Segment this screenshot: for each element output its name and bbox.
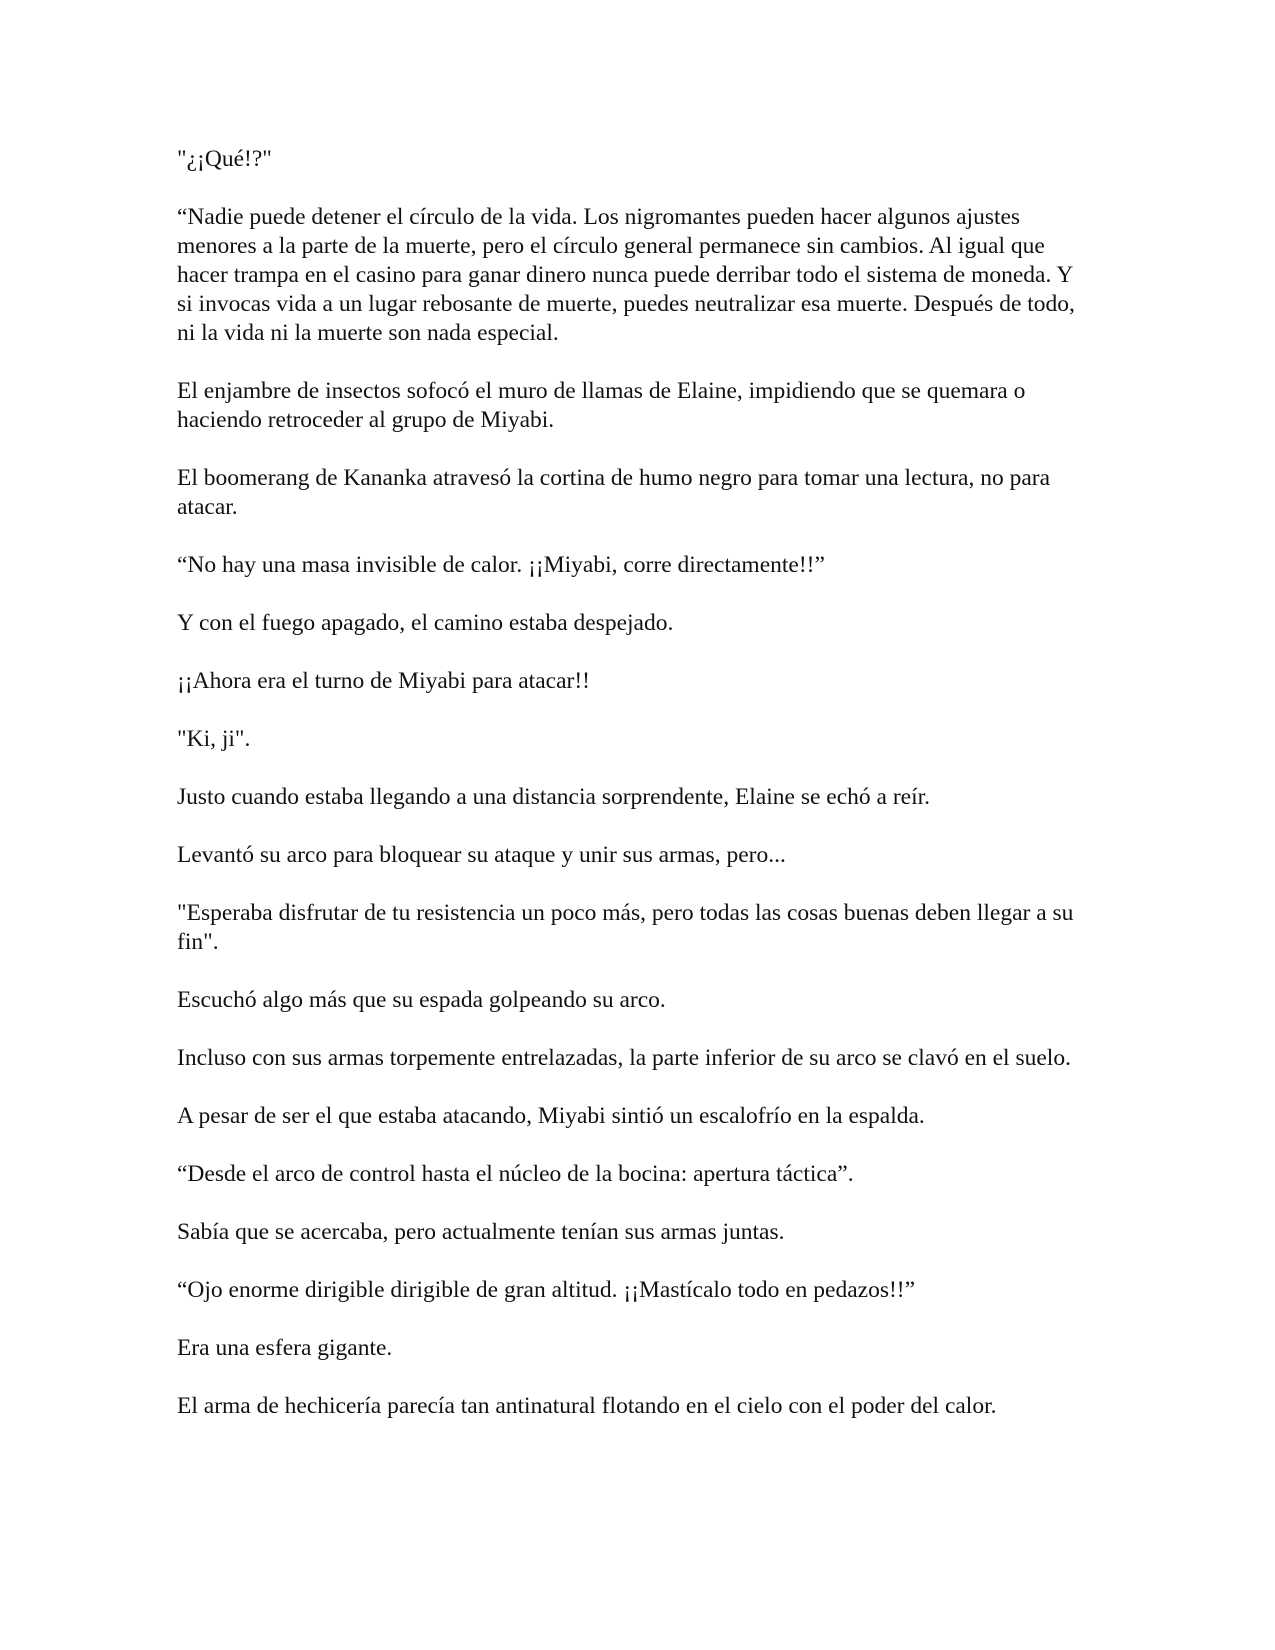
paragraph: “No hay una masa invisible de calor. ¡¡Miyabi, corre directamente!!”	[177, 552, 825, 578]
paragraph: ¡¡Ahora era el turno de Miyabi para atacar!!	[177, 668, 590, 694]
paragraph: Escuchó algo más que su espada golpeando su arco.	[177, 987, 666, 1013]
paragraph: "Esperaba disfrutar de tu resistencia un poco más, pero todas las cosas buenas deben llegar a su fin".	[177, 900, 1074, 955]
paragraph: Era una esfera gigante.	[177, 1335, 393, 1361]
paragraph: El boomerang de Kananka atravesó la cortina de humo negro para tomar una lectura, no para atacar.	[177, 465, 1051, 520]
paragraph: “Desde el arco de control hasta el núcleo de la bocina: apertura táctica”.	[177, 1161, 854, 1187]
paragraph: Y con el fuego apagado, el camino estaba despejado.	[177, 610, 674, 636]
paragraph: "¿¡Qué!?"	[177, 146, 272, 172]
paragraph: Levantó su arco para bloquear su ataque y unir sus armas, pero...	[177, 842, 786, 868]
paragraph: A pesar de ser el que estaba atacando, Miyabi sintió un escalofrío en la espalda.	[177, 1103, 925, 1129]
paragraph: El enjambre de insectos sofocó el muro de llamas de Elaine, impidiendo que se quemara o haciendo retroceder al grupo de Miyabi.	[177, 378, 1026, 433]
paragraph: Incluso con sus armas torpemente entrelazadas, la parte inferior de su arco se clavó en el suelo.	[177, 1045, 1071, 1071]
paragraph: Sabía que se acercaba, pero actualmente tenían sus armas juntas.	[177, 1219, 785, 1245]
paragraph: Justo cuando estaba llegando a una distancia sorprendente, Elaine se echó a reír.	[177, 784, 931, 810]
paragraph: El arma de hechicería parecía tan antinatural flotando en el cielo con el poder del calor.	[177, 1393, 997, 1419]
paragraph: "Ki, ji".	[177, 726, 251, 752]
paragraph: “Nadie puede detener el círculo de la vida. Los nigromantes pueden hacer algunos ajustes menores a la parte de la muerte, pero el círculo general permanece sin cambios. Al igual que hacer trampa en el casino para ganar dinero nunca puede derribar todo el sistema de moneda. Y si invocas vida a un lugar rebosante de muerte, puedes neutralizar esa muerte. Después de todo, ni la vida ni la muerte son nada especial.	[177, 204, 1075, 346]
paragraph: “Ojo enorme dirigible dirigible de gran altitud. ¡¡Mastícalo todo en pedazos!!”	[177, 1277, 916, 1303]
document-body	[177, 145, 1092, 1450]
